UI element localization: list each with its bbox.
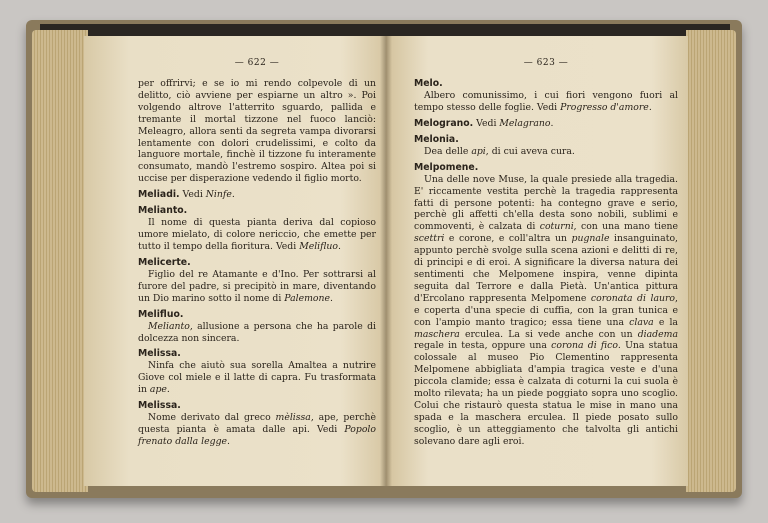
entry-melograno: Melograno. Vedi Melagrano. bbox=[414, 117, 554, 129]
headword: Melonia. bbox=[414, 133, 459, 145]
page-edges-right bbox=[686, 30, 736, 492]
page-number-left: — 622 — bbox=[234, 58, 280, 68]
left-page bbox=[84, 36, 386, 486]
headword: Melissa. bbox=[138, 348, 181, 360]
continuation-text: per offrirvi; e se io mi rendo colpevole di un delitto, ciò avviene per espiarne un altro ». Poi volgendo altrove l'atterrito sguardo, pallida e tremante il mortal tizzone nel fuoco lanciò: Meleagro, allora senti da segreta vampa divorarsi lentamente con dolori crudelissimi, e colto da languore mortale, finchè il tizzone fu interamente consumato, mandò l'estremo sospiro. Altea poi si uccise per disperazione vedendo il figlio morto. bbox=[138, 78, 376, 185]
headword: Meliadi. bbox=[138, 189, 180, 201]
headword: Melo. bbox=[414, 78, 443, 89]
entry-body: Melianto, allusione a persona che ha parole di dolcezza non sincera. bbox=[138, 320, 376, 344]
entry-body: Albero comunissimo, i cui fiori vengono fuori al tempo stesso delle foglie. Vedi Progresso d'amore. bbox=[414, 90, 678, 113]
headword: Melifluo. bbox=[138, 308, 184, 320]
page-number-right: — 623 — bbox=[523, 58, 569, 68]
headword: Melograno. bbox=[414, 117, 474, 129]
headword: Melpomene. bbox=[414, 161, 479, 173]
entry-meliadi: Meliadi. Vedi Ninfe. bbox=[138, 189, 235, 201]
entry-body: Dea delle api, di cui aveva cura. bbox=[424, 145, 575, 157]
right-page bbox=[386, 36, 688, 486]
headword: Melissa. bbox=[138, 400, 181, 412]
entry-body: Figlio del re Atamante e d'Ino. Per sottrarsi al furore del padre, si precipitò in mare, diventando un Dio marino sotto il nome di Palemone. bbox=[138, 268, 376, 304]
entry-body: Il nome di questa pianta deriva dal copioso umore mielato, di colore nericcio, che emette per tutto il tempo della fioritura. Vedi Melifluo. bbox=[138, 217, 376, 252]
headword: Melicerte. bbox=[138, 256, 191, 268]
book-gutter bbox=[380, 36, 392, 486]
entry-body: Nome derivato dal greco mèlissa, ape, perchè questa pianta è amata dalle api. Vedi Popolo frenato dalla legge. bbox=[138, 412, 376, 447]
page-edges-left bbox=[32, 30, 88, 492]
entry-body: Ninfa che aiutò sua sorella Amaltea a nutrire Giove col miele e il latte di capra. Fu trasformata in ape. bbox=[138, 360, 376, 396]
entry-body-melpomene: Una delle nove Muse, la quale presiede alla tragedia. E' riccamente vestita perchè la tragedia rappresenta fatti di persone potenti: ha contegno grave e serio, perchè gli affetti ch'ella desta sono nobili, sublimi e commoventi, è calzata di coturni, con una mano tiene scettri e corone, e coll'altra un pugnale insanguinato, appunto perchè svolge sulla scena azioni e delitti di re, di principi e di eroi. A significare la diversa natura dei sentimenti che Melpomene inspira, venne dipinta seguita dal Terrore e dalla Pietà. Un'antica pittura d'Ercolano rappresenta Melpomene coronata di lauro, e coperta d'una specie di cuffia, con la gran tunica e con l'ampio manto tragico; essa tiene una clava e la maschera erculea. La si vede anche con un diadema regale in testa, oppure una corona di fico. Una statua colossale al museo Pio Clementino rappresenta Melpomene abbigliata d'ampia tragica veste e d'una piccola clamide; essa è calzata di coturni la cui suola è molto rilevata; ha un piede poggiato sopra uno scoglio. Colui che ristaurò questa statua le mise in mano una spada e la maschera erculea. Il piede posato sullo scoglio, è un atteggiamento che talvolta gli antichi solevano dare agli eroi. bbox=[414, 173, 679, 447]
headword: Melianto. bbox=[138, 205, 188, 217]
